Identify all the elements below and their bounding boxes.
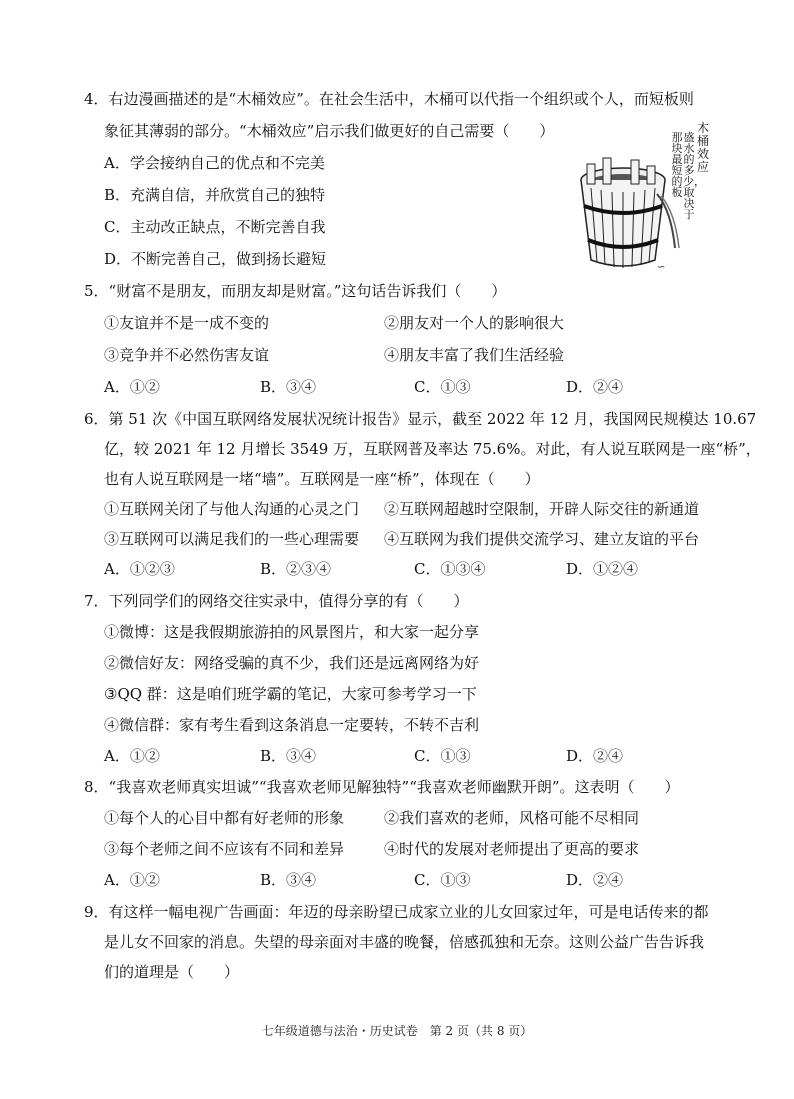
q9-stem-line2: 是儿女不回家的消息。失望的母亲面对丰盛的晚餐，倍感孤独和无奈。这则公益广告告诉我 [104,933,705,951]
q8-option-a: A．①② [104,871,160,889]
q7-statement-4: ④微信群：家有考生看到这条消息一定要转，不转不吉利 [104,716,480,734]
q8-statement-4: ④时代的发展对老师提出了更高的要求 [384,840,640,858]
q5-statement-3: ③竞争并不必然伤害友谊 [104,346,270,364]
q7-statement-1: ①微博：这是我假期旅游拍的风景图片，和大家一起分享 [104,623,480,641]
q4-option-c: C．主动改正缺点，不断完善自我 [104,218,326,236]
page-footer: 七年级道德与法治・历史试卷 第 2 页（共 8 页） [261,1024,533,1038]
q6-option-d: D．①②④ [566,560,639,578]
q4-stem-line1: 4．右边漫画描述的是“木桶效应”。在社会生活中，木桶可以代指一个组织或个人，而短板则 [84,90,694,108]
q5-option-b: B．③④ [260,378,317,396]
q8-option-b: B．③④ [260,871,317,889]
wooden-bucket-cartoon [575,118,725,278]
q7-option-b: B．③④ [260,747,317,765]
q6-stem-line2: 亿，较 2021 年 12 月增长 3549 万，互联网普及率达 75.6%。对此，有人说互联网是一座“桥”， [104,440,761,458]
q7-option-a: A．①② [104,747,160,765]
q6-stem-line3: 也有人说互联网是一堵“墙”。互联网是一座“桥”，体现在（ ） [104,470,540,488]
cartoon-caption-1: 盛水的多少，取决于 [683,131,705,221]
q8-statement-1: ①每个人的心目中都有好老师的形象 [104,809,345,827]
cartoon-title: 木桶效应 [697,121,710,174]
q5-statement-1: ①友谊并不是一成不变的 [104,314,270,332]
q9-stem-line1: 9．有这样一幅电视广告画面：年迈的母亲盼望已成家立业的儿女回家过年，可是电话传来的都 [84,903,709,921]
q6-option-c: C．①③④ [414,560,486,578]
q8-option-c: C．①③ [414,871,471,889]
q6-option-a: A．①②③ [104,560,175,578]
q6-statement-2: ②互联网超越时空限制，开辟人际交往的新通道 [384,500,700,518]
q7-option-c: C．①③ [414,747,471,765]
q7-stem: 7．下列同学们的网络交往实录中，值得分享的有（ ） [84,592,469,610]
q6-stem-line1: 6．第 51 次《中国互联网络发展状况统计报告》显示，截至 2022 年 12 月，我国网民规模达 10.67 [84,410,757,428]
q5-statement-2: ②朋友对一个人的影响很大 [384,314,565,332]
wooden-bucket-icon [575,148,685,278]
q5-option-d: D．②④ [566,378,624,396]
svg-text:∽: ∽ [657,262,666,273]
q6-option-b: B．②③④ [260,560,332,578]
q4-stem-line2: 象征其薄弱的部分。“木桶效应”启示我们做更好的自己需要（ ） [104,122,555,140]
q6-statement-1: ①互联网关闭了与他人沟通的心灵之门 [104,500,360,518]
q4-option-b: B．充满自信，并欣赏自己的独特 [104,186,326,204]
q6-statement-4: ④互联网为我们提供交流学习、建立友谊的平台 [384,530,700,548]
q4-option-d: D．不断完善自己，做到扬长避短 [104,250,327,268]
q7-statement-3: ③QQ 群：这是咱们班学霸的笔记，大家可参考学习一下 [104,685,477,703]
q5-option-c: C．①③ [414,378,471,396]
q8-stem: 8．“我喜欢老师真实坦诚”“我喜欢老师见解独特”“我喜欢老师幽默开朗”。这表明（ ） [84,778,680,796]
q7-statement-2: ②微信好友：网络受骗的真不少，我们还是远离网络为好 [104,654,480,672]
cartoon-caption-2: 那块最短的板 [671,131,683,199]
q4-option-a: A．学会接纳自己的优点和不完美 [104,154,325,172]
q8-statement-2: ②我们喜欢的老师，风格可能不尽相同 [384,809,640,827]
q6-statement-3: ③互联网可以满足我们的一些心理需要 [104,530,360,548]
q5-statement-4: ④朋友丰富了我们生活经验 [384,346,565,364]
q8-option-d: D．②④ [566,871,624,889]
q9-stem-line3: 们的道理是（ ） [104,963,240,981]
q7-option-d: D．②④ [566,747,624,765]
q5-option-a: A．①② [104,378,160,396]
q8-statement-3: ③每个老师之间不应该有不同和差异 [104,840,345,858]
q5-stem: 5．“财富不是朋友，而朋友却是财富。”这句话告诉我们（ ） [84,282,507,300]
